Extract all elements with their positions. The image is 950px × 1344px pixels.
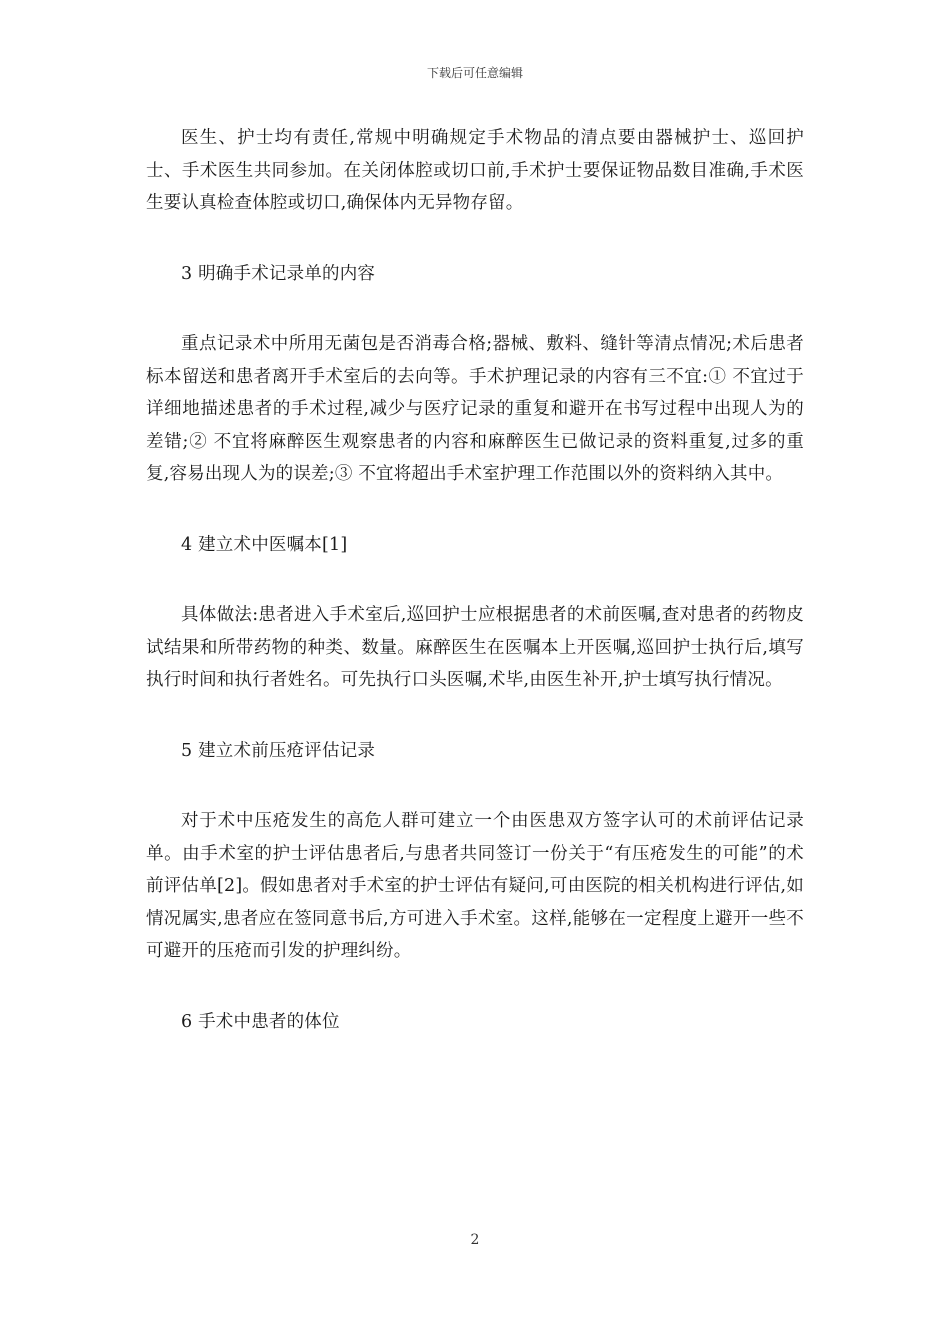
page-number: 2 [470, 1232, 480, 1248]
section-heading-3: 3 明确手术记录单的内容 [181, 263, 376, 284]
page-header: 下载后可任意编辑 [426, 66, 523, 80]
section-heading-6: 6 手术中患者的体位 [181, 1011, 340, 1032]
paragraph-pressure-sore: 对于术中压疮发生的高危人群可建立一个由医患双方签字认可的术前评估记录单。由手术室的护士评估患者后,与患者共同签订一份关于“有压疮发生的可能”的术前评估单[2]。假如患者对手术室的护士评估有疑问,可由医院的相关机构进行评估,如情况属实,患者应在签同意书后,方可进入手术室。这样,能够在一定程度上避开一些不可避开的压疮而引发的护理纠纷。 [146, 811, 804, 961]
section-heading-5: 5 建立术前压疮评估记录 [181, 740, 376, 761]
section-heading-4: 4 建立术中医嘱本[1] [181, 534, 348, 555]
paragraph-record-content: 重点记录术中所用无菌包是否消毒合格;器械、敷料、缝针等清点情况;术后患者标本留送和患者离开手术室后的去向等。手术护理记录的内容有三不宜:① 不宜过于详细地描述患者的手术过程,减少与医疗记录的重复和避开在书写过程中出现人为的差错;② 不宜将麻醉医生观察患者的内容和麻醉医生已做记录的资料重复,过多的重复,容易出现人为的误差;③ 不宜将超出手术室护理工作范围以外的资料纳入其中。 [146, 334, 804, 484]
document-body [146, 122, 804, 1038]
paragraph-responsibility: 医生、护士均有责任,常规中明确规定手术物品的清点要由器械护士、巡回护士、手术医生共同参加。在关闭体腔或切口前,手术护士要保证物品数目准确,手术医生要认真检查体腔或切口,确保体内无异物存留。 [146, 128, 804, 213]
paragraph-medical-orders: 具体做法:患者进入手术室后,巡回护士应根据患者的术前医嘱,查对患者的药物皮试结果和所带药物的种类、数量。麻醉医生在医嘱本上开医嘱,巡回护士执行后,填写执行时间和执行者姓名。可先执行口头医嘱,术毕,由医生补开,护士填写执行情况。 [146, 605, 804, 690]
